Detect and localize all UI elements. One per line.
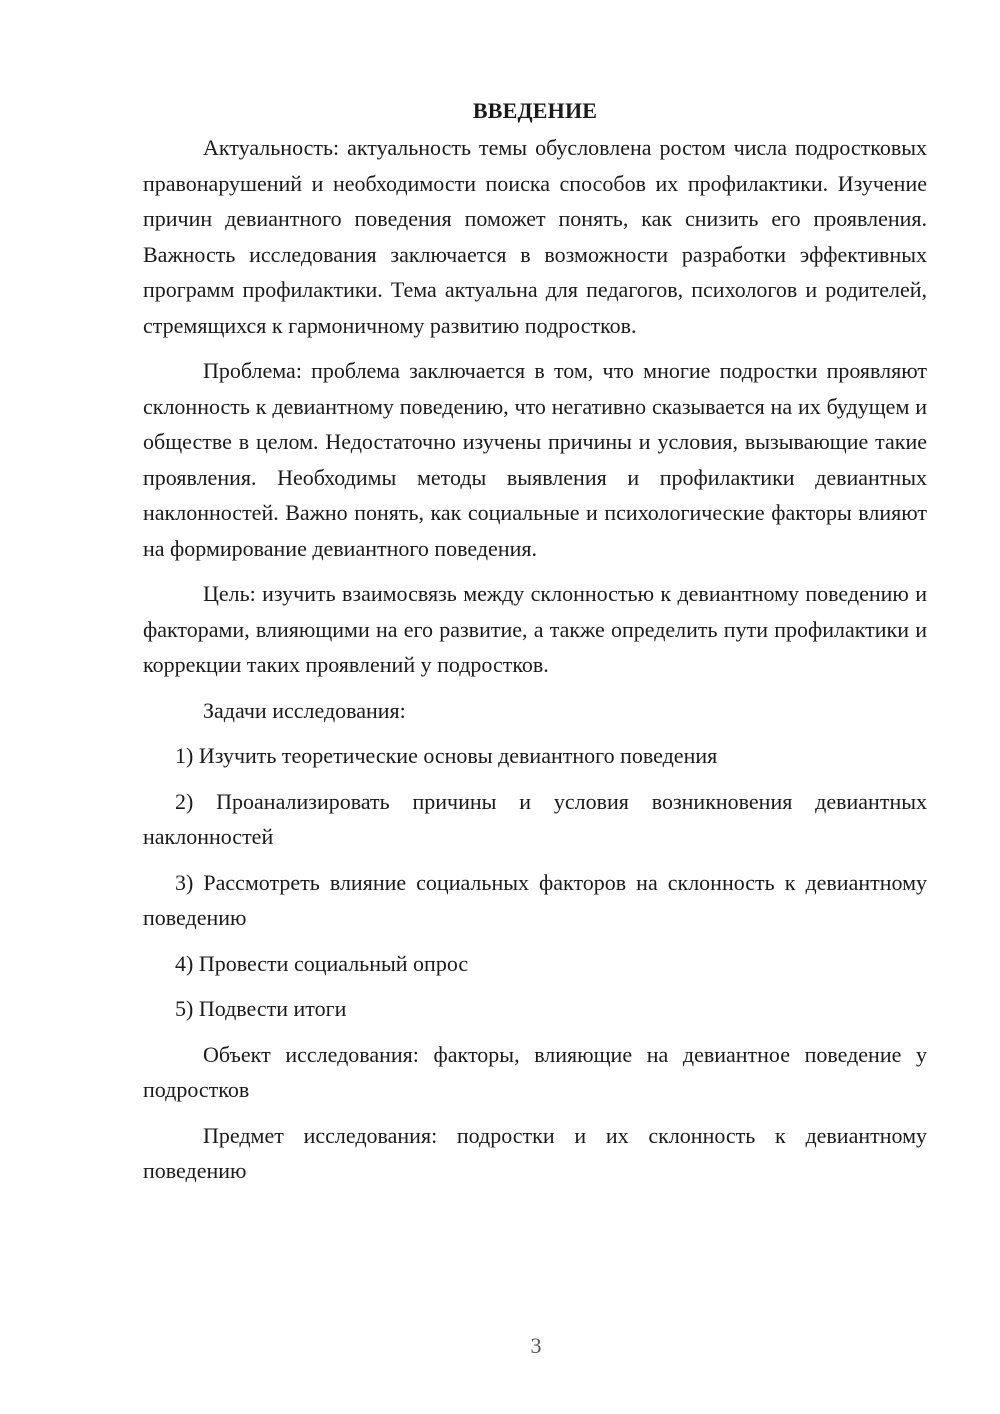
page-number: 3 [530, 1333, 542, 1358]
task-item-1: 1) Изучить теоретические основы девиантного поведения [175, 743, 718, 768]
goal-paragraph: Цель: изучить взаимосвязь между склонностью к девиантному поведению и факторами, влияющими на его развитие, а также определить пути профилактики и коррекции таких проявлений у подростков. [143, 581, 927, 677]
task-item-2: 2) Проанализировать причины и условия возникновения девиантных наклонностей [143, 788, 927, 849]
section-title: ВВЕДЕНИЕ [472, 98, 598, 123]
document-page [143, 96, 927, 1199]
task-item-3: 3) Рассмотреть влияние социальных факторов на склонность к девиантному поведению [143, 869, 927, 930]
relevance-paragraph: Актуальность: актуальность темы обусловлена ростом числа подростковых правонарушений и необходимости поиска способов их профилактики. Изучение причин девиантного поведения поможет понять, как снизить его проявления. Важность исследования заключается в возможности разработки эффективных программ профилактики. Тема актуальна для педагогов, психологов и родителей, стремящихся к гармоничному развитию подростков. [143, 135, 927, 338]
tasks-heading: Задачи исследования: [203, 697, 406, 723]
task-item-5: 5) Подвести итоги [175, 996, 347, 1021]
research-subject-paragraph: Предмет исследования: подростки и их склонность к девиантному поведению [143, 1122, 927, 1183]
problem-paragraph: Проблема: проблема заключается в том, что многие подростки проявляют склонность к девиантному поведению, что негативно сказывается на их будущем и обществе в целом. Недостаточно изучены причины и условия, вызывающие такие проявления. Необходимы методы выявления и профилактики девиантных наклонностей. Важно понять, как социальные и психологические факторы влияют на формирование девиантного поведения. [143, 358, 927, 561]
task-item-4: 4) Провести социальный опрос [175, 950, 469, 976]
research-object-paragraph: Объект исследования: факторы, влияющие на девиантное поведение у подростков [143, 1041, 927, 1102]
